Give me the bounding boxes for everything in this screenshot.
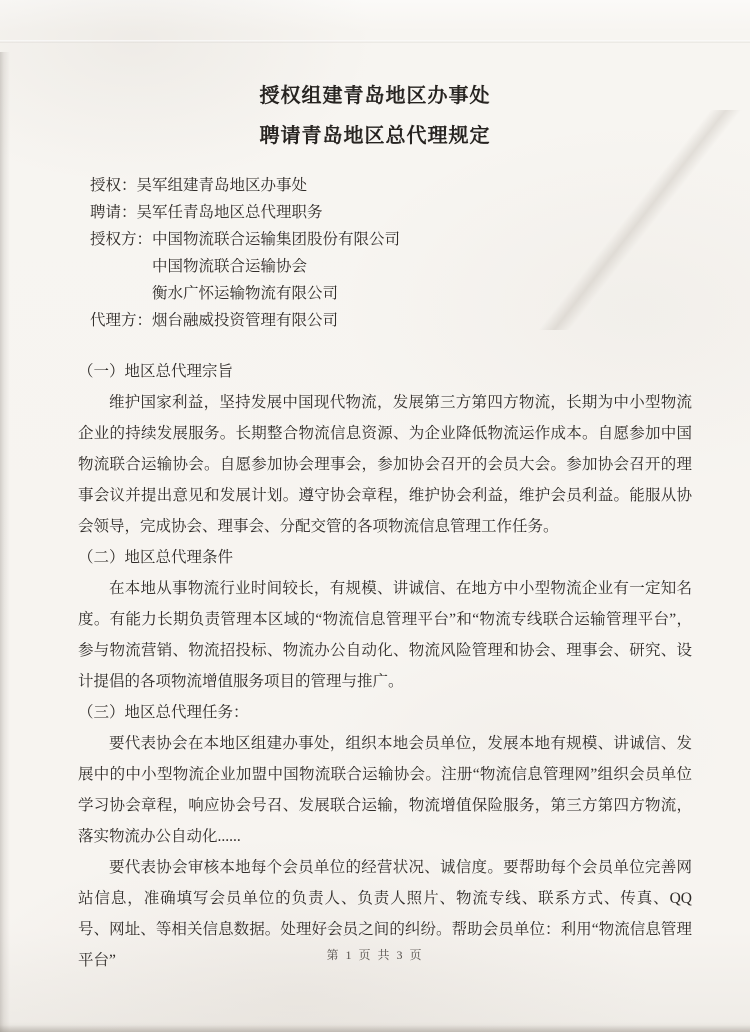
document-title-line2: 聘请青岛地区总代理规定 — [259, 125, 491, 147]
section-2-paragraph: 在本地从事物流行业时间较长，有规模、讲诚信、在地方中小型物流企业有一定知名度。有能力长期负责管理本区域的“物流信息管理平台”和“物流专线联合运输管理平台”，参与物流营销、物流招投标、物流办公自动化、物流风险管理和协会、理事会、研究、设计提倡的各项物流增值服务项目的管理与推广。 — [78, 580, 692, 690]
document-body — [0, 356, 750, 976]
meta-label: 授权方： — [90, 231, 153, 248]
section-3-paragraph-1: 要代表协会在本地区组建办事处，组织本地会员单位，发展本地有规模、讲诚信、发展中的中小型物流企业加盟中国物流联合运输协会。注册“物流信息管理网”组织会员单位学习协会章程，响应协会号召、发展联合运输，物流增值保险服务，第三方第四方物流，落实物流办公自动化...... — [78, 735, 692, 845]
meta-value: 中国物流联合运输集团股份有限公司 — [152, 231, 401, 248]
meta-label: 授权： — [90, 177, 137, 194]
section-1-heading: （一）地区总代理宗旨 — [78, 363, 234, 380]
meta-value: 吴军组建青岛地区办事处 — [136, 177, 308, 194]
meta-label: 代理方： — [90, 312, 153, 329]
section-2-heading: （二）地区总代理条件 — [78, 549, 234, 566]
meta-value: 吴军任青岛地区总代理职务 — [136, 204, 323, 221]
scan-left-edge-shadow — [0, 52, 10, 1032]
document-title-line1: 授权组建青岛地区办事处 — [259, 85, 491, 107]
page-number-footer: 第 1 页 共 3 页 — [326, 948, 424, 962]
meta-label: 聘请： — [90, 204, 137, 221]
meta-value: 烟台融威投资管理有限公司 — [152, 312, 339, 329]
section-3-paragraph-2: 要代表协会审核本地每个会员单位的经营状况、诚信度。要帮助每个会员单位完善网站信息，准确填写会员单位的负责人、负责人照片、物流专线、联系方式、传真、QQ 号、网址、等相关信息数据。处理好会员之间的纠纷。帮助会员单位：利用“物流信息管理平台” — [78, 859, 692, 969]
scan-crease-artifact — [0, 40, 750, 43]
scan-bottom-edge-shadow — [0, 1025, 750, 1032]
meta-value: 衡水广怀运输物流有限公司 — [152, 285, 339, 302]
scan-fold-mark — [530, 110, 750, 330]
section-3-heading: （三）地区总代理任务： — [78, 704, 249, 721]
section-1-paragraph: 维护国家利益，坚持发展中国现代物流，发展第三方第四方物流，长期为中小型物流企业的持续发展服务。长期整合物流信息资源、为企业降低物流运作成本。自愿参加中国物流联合运输协会。自愿参加协会理事会，参加协会召开的会员大会。参加协会召开的理事会议并提出意见和发展计划。遵守协会章程，维护协会利益，维护会员利益。能服从协会领导，完成协会、理事会、分配交管的各项物流信息管理工作任务。 — [78, 394, 692, 535]
meta-value: 中国物流联合运输协会 — [152, 258, 308, 275]
